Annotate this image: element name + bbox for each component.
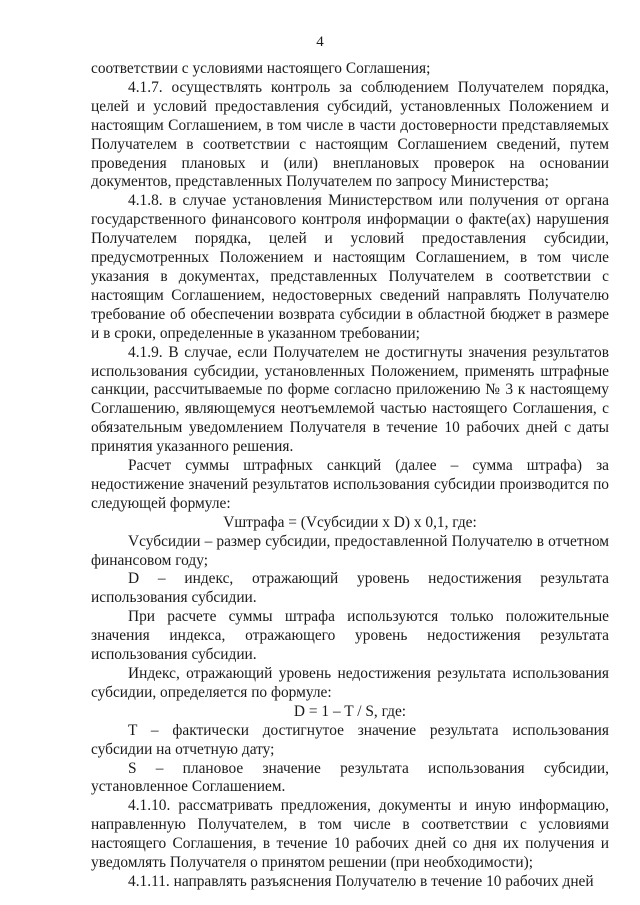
paragraph: Индекс, отражающий уровень недостижения результата использования субсидии, определяется по формуле:: [91, 665, 609, 701]
paragraph: соответствии с условиями настоящего Соглашения;: [91, 60, 431, 77]
paragraph: Vсубсидии – размер субсидии, предоставленной Получателю в отчетном финансовом году;: [91, 532, 609, 569]
formula-line: Vштрафа = (Vсубсидии x D) x 0,1, где:: [223, 513, 477, 531]
paragraph: T – фактически достигнутое значение результата использования субсидии на отчетную дату;: [91, 721, 609, 758]
paragraph: S – плановое значение результата использования субсидии, установленное Соглашением.: [91, 759, 609, 796]
paragraph: 4.1.10. рассматривать предложения, документы и иную информацию, направленную Получателем, в том числе в соответствии с условиями настоящего Соглашения, в течение 10 рабочих дней со дня их получения и уведомлять Получателя о принятом решении (при необходимости);: [91, 797, 609, 872]
paragraph: Расчет суммы штрафных санкций (далее – сумма штрафа) за недостижение значений результатов использования субсидии производится по следующей формуле:: [91, 457, 609, 512]
paragraph: 4.1.11. направлять разъяснения Получателю в течение 10 рабочих дней: [128, 872, 594, 890]
paragraph: D – индекс, отражающий уровень недостижения результата использования субсидии.: [91, 570, 609, 607]
paragraph: 4.1.7. осуществлять контроль за соблюдением Получателем порядка, целей и условий предоставления субсидий, установленных Положением и настоящим Соглашением, в том числе в части достоверности представляемых Получателем в соответствии с настоящим Соглашением сведений, путем проведения плановых и (или) внеплановых проверок на основании документов, представленных Получателем по запросу Министерства;: [91, 78, 609, 191]
paragraph: 4.1.9. В случае, если Получателем не достигнуты значения результатов использования субсидии, установленных Положением, применять штрафные санкции, рассчитываемые по форме согласно приложению № 3 к настоящему Соглашению, являющемуся неотъемлемой частью настоящего Соглашения, с обязательным уведомлением Получателя в течение 10 рабочих дней с даты принятия указанного решения.: [91, 343, 609, 456]
paragraph: При расчете суммы штрафа используются только положительные значения индекса, отражающего уровень недостижения результата использования субсидии.: [91, 608, 609, 664]
page-number: 4: [316, 34, 324, 50]
paragraph: 4.1.8. в случае установления Министерством или получения от органа государственного финансового контроля информации о факте(ах) нарушения Получателем порядка, целей и условий предоставления субсидии, предусмотренных Положением и настоящим Соглашением, в том числе указания в документах, представленных Получателем в соответствии с настоящим Соглашением, недостоверных сведений направлять Получателю требование об обеспечении возврата субсидии в областной бюджет в размере и в сроки, определенные в указанном требовании;: [91, 192, 609, 342]
document-body: [91, 60, 609, 892]
formula-line: D = 1 – T / S, где:: [293, 702, 407, 720]
